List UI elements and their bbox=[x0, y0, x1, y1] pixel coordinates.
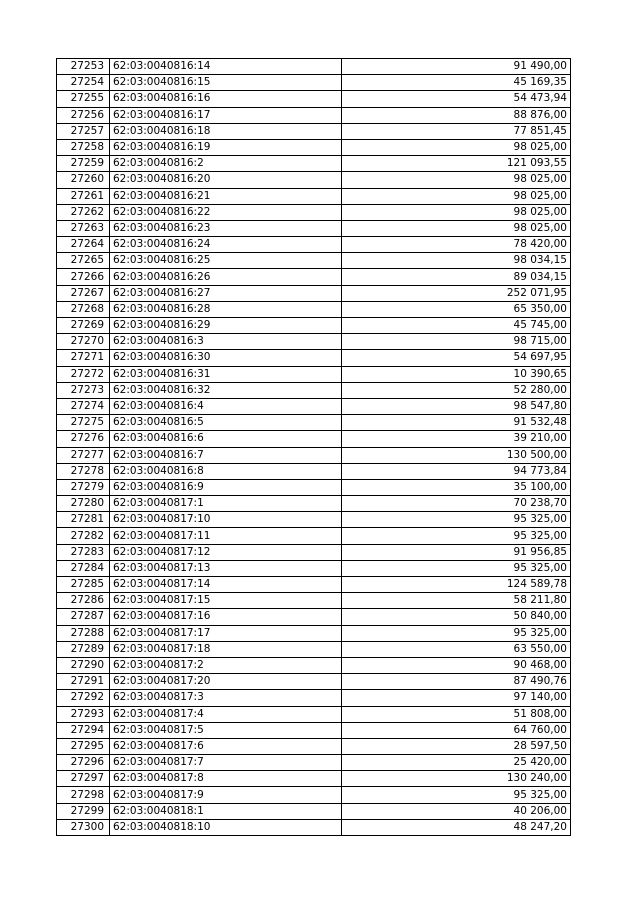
cadastral-number-cell: 62:03:0040817:5 bbox=[110, 722, 342, 738]
cadastral-value-cell: 98 715,00 bbox=[342, 334, 571, 350]
cadastral-value-cell: 40 206,00 bbox=[342, 803, 571, 819]
cadastral-value-cell: 90 468,00 bbox=[342, 657, 571, 673]
cadastral-number-cell: 62:03:0040816:32 bbox=[110, 382, 342, 398]
row-number-cell: 27271 bbox=[57, 350, 110, 366]
table-row bbox=[57, 528, 571, 544]
cadastral-value-cell: 45 169,35 bbox=[342, 75, 571, 91]
cadastral-value-cell: 54 697,95 bbox=[342, 350, 571, 366]
cadastral-value-cell: 45 745,00 bbox=[342, 318, 571, 334]
table-row bbox=[57, 204, 571, 220]
table-row bbox=[57, 415, 571, 431]
cadastral-value-cell: 50 840,00 bbox=[342, 609, 571, 625]
cadastral-number-cell: 62:03:0040816:7 bbox=[110, 447, 342, 463]
table-row bbox=[57, 91, 571, 107]
cadastral-number-cell: 62:03:0040817:7 bbox=[110, 755, 342, 771]
cadastral-number-cell: 62:03:0040816:28 bbox=[110, 301, 342, 317]
table-row bbox=[57, 738, 571, 754]
cadastral-value-cell: 252 071,95 bbox=[342, 285, 571, 301]
row-number-cell: 27257 bbox=[57, 123, 110, 139]
cadastral-value-cell: 94 773,84 bbox=[342, 463, 571, 479]
cadastral-number-cell: 62:03:0040817:11 bbox=[110, 528, 342, 544]
cadastral-value-cell: 124 589,78 bbox=[342, 577, 571, 593]
cadastral-value-cell: 121 093,55 bbox=[342, 156, 571, 172]
row-number-cell: 27269 bbox=[57, 318, 110, 334]
cadastral-number-cell: 62:03:0040816:24 bbox=[110, 237, 342, 253]
table-row bbox=[57, 269, 571, 285]
cadastral-number-cell: 62:03:0040817:12 bbox=[110, 544, 342, 560]
cadastral-number-cell: 62:03:0040817:6 bbox=[110, 738, 342, 754]
cadastral-value-cell: 89 034,15 bbox=[342, 269, 571, 285]
table-row bbox=[57, 398, 571, 414]
cadastral-value-cell: 28 597,50 bbox=[342, 738, 571, 754]
cadastral-value-cell: 97 140,00 bbox=[342, 690, 571, 706]
cadastral-value-cell: 78 420,00 bbox=[342, 237, 571, 253]
cadastral-value-cell: 52 280,00 bbox=[342, 382, 571, 398]
cadastral-value-cell: 98 025,00 bbox=[342, 139, 571, 155]
table-row bbox=[57, 301, 571, 317]
row-number-cell: 27292 bbox=[57, 690, 110, 706]
table-row bbox=[57, 334, 571, 350]
cadastral-number-cell: 62:03:0040816:25 bbox=[110, 253, 342, 269]
cadastral-value-cell: 95 325,00 bbox=[342, 560, 571, 576]
cadastral-number-cell: 62:03:0040816:8 bbox=[110, 463, 342, 479]
row-number-cell: 27281 bbox=[57, 512, 110, 528]
row-number-cell: 27253 bbox=[57, 59, 110, 75]
row-number-cell: 27286 bbox=[57, 593, 110, 609]
cadastral-number-cell: 62:03:0040817:18 bbox=[110, 641, 342, 657]
row-number-cell: 27262 bbox=[57, 204, 110, 220]
row-number-cell: 27295 bbox=[57, 738, 110, 754]
table-row bbox=[57, 366, 571, 382]
cadastral-value-cell: 130 500,00 bbox=[342, 447, 571, 463]
cadastral-number-cell: 62:03:0040817:14 bbox=[110, 577, 342, 593]
row-number-cell: 27289 bbox=[57, 641, 110, 657]
cadastral-number-cell: 62:03:0040816:16 bbox=[110, 91, 342, 107]
cadastral-value-cell: 39 210,00 bbox=[342, 431, 571, 447]
cadastral-number-cell: 62:03:0040817:13 bbox=[110, 560, 342, 576]
cadastral-value-cell: 91 956,85 bbox=[342, 544, 571, 560]
cadastral-value-cell: 95 325,00 bbox=[342, 528, 571, 544]
cadastral-number-cell: 62:03:0040816:26 bbox=[110, 269, 342, 285]
row-number-cell: 27261 bbox=[57, 188, 110, 204]
table-row bbox=[57, 463, 571, 479]
row-number-cell: 27300 bbox=[57, 819, 110, 835]
table-row bbox=[57, 156, 571, 172]
cadastral-number-cell: 62:03:0040816:4 bbox=[110, 398, 342, 414]
table-row bbox=[57, 496, 571, 512]
row-number-cell: 27287 bbox=[57, 609, 110, 625]
row-number-cell: 27255 bbox=[57, 91, 110, 107]
table-row bbox=[57, 59, 571, 75]
row-number-cell: 27296 bbox=[57, 755, 110, 771]
table-row bbox=[57, 625, 571, 641]
row-number-cell: 27290 bbox=[57, 657, 110, 673]
cadastral-number-cell: 62:03:0040816:23 bbox=[110, 220, 342, 236]
row-number-cell: 27279 bbox=[57, 479, 110, 495]
cadastral-value-cell: 95 325,00 bbox=[342, 512, 571, 528]
cadastral-value-cell: 98 025,00 bbox=[342, 188, 571, 204]
row-number-cell: 27268 bbox=[57, 301, 110, 317]
table-row bbox=[57, 220, 571, 236]
cadastral-number-cell: 62:03:0040816:17 bbox=[110, 107, 342, 123]
cadastral-value-cell: 77 851,45 bbox=[342, 123, 571, 139]
cadastral-number-cell: 62:03:0040816:14 bbox=[110, 59, 342, 75]
cadastral-value-cell: 98 025,00 bbox=[342, 172, 571, 188]
table-row bbox=[57, 285, 571, 301]
cadastral-number-cell: 62:03:0040817:17 bbox=[110, 625, 342, 641]
table-body bbox=[57, 59, 571, 836]
cadastral-number-cell: 62:03:0040817:8 bbox=[110, 771, 342, 787]
cadastral-number-cell: 62:03:0040817:2 bbox=[110, 657, 342, 673]
cadastral-number-cell: 62:03:0040816:22 bbox=[110, 204, 342, 220]
table-row bbox=[57, 593, 571, 609]
cadastral-value-cell: 54 473,94 bbox=[342, 91, 571, 107]
cadastral-number-cell: 62:03:0040816:15 bbox=[110, 75, 342, 91]
cadastral-value-table bbox=[56, 58, 571, 836]
row-number-cell: 27291 bbox=[57, 674, 110, 690]
cadastral-value-cell: 65 350,00 bbox=[342, 301, 571, 317]
cadastral-number-cell: 62:03:0040817:1 bbox=[110, 496, 342, 512]
table-row bbox=[57, 75, 571, 91]
cadastral-number-cell: 62:03:0040816:30 bbox=[110, 350, 342, 366]
row-number-cell: 27265 bbox=[57, 253, 110, 269]
table-row bbox=[57, 139, 571, 155]
table-row bbox=[57, 447, 571, 463]
cadastral-number-cell: 62:03:0040816:19 bbox=[110, 139, 342, 155]
cadastral-value-cell: 70 238,70 bbox=[342, 496, 571, 512]
table-row bbox=[57, 431, 571, 447]
table-row bbox=[57, 641, 571, 657]
table-row bbox=[57, 172, 571, 188]
row-number-cell: 27278 bbox=[57, 463, 110, 479]
cadastral-value-cell: 95 325,00 bbox=[342, 787, 571, 803]
row-number-cell: 27264 bbox=[57, 237, 110, 253]
row-number-cell: 27294 bbox=[57, 722, 110, 738]
table-row bbox=[57, 253, 571, 269]
cadastral-value-cell: 95 325,00 bbox=[342, 625, 571, 641]
row-number-cell: 27272 bbox=[57, 366, 110, 382]
cadastral-number-cell: 62:03:0040816:31 bbox=[110, 366, 342, 382]
cadastral-number-cell: 62:03:0040817:20 bbox=[110, 674, 342, 690]
row-number-cell: 27267 bbox=[57, 285, 110, 301]
table-row bbox=[57, 544, 571, 560]
cadastral-number-cell: 62:03:0040817:16 bbox=[110, 609, 342, 625]
row-number-cell: 27273 bbox=[57, 382, 110, 398]
cadastral-value-cell: 35 100,00 bbox=[342, 479, 571, 495]
table-row bbox=[57, 690, 571, 706]
cadastral-number-cell: 62:03:0040818:1 bbox=[110, 803, 342, 819]
table-row bbox=[57, 350, 571, 366]
row-number-cell: 27297 bbox=[57, 771, 110, 787]
table-row bbox=[57, 382, 571, 398]
cadastral-value-cell: 64 760,00 bbox=[342, 722, 571, 738]
row-number-cell: 27266 bbox=[57, 269, 110, 285]
cadastral-number-cell: 62:03:0040817:10 bbox=[110, 512, 342, 528]
cadastral-number-cell: 62:03:0040818:10 bbox=[110, 819, 342, 835]
table-row bbox=[57, 107, 571, 123]
table-row bbox=[57, 819, 571, 835]
cadastral-value-cell: 48 247,20 bbox=[342, 819, 571, 835]
cadastral-number-cell: 62:03:0040816:27 bbox=[110, 285, 342, 301]
table-row bbox=[57, 657, 571, 673]
cadastral-value-cell: 63 550,00 bbox=[342, 641, 571, 657]
cadastral-number-cell: 62:03:0040817:15 bbox=[110, 593, 342, 609]
row-number-cell: 27254 bbox=[57, 75, 110, 91]
row-number-cell: 27258 bbox=[57, 139, 110, 155]
cadastral-number-cell: 62:03:0040816:6 bbox=[110, 431, 342, 447]
row-number-cell: 27285 bbox=[57, 577, 110, 593]
row-number-cell: 27260 bbox=[57, 172, 110, 188]
cadastral-value-cell: 58 211,80 bbox=[342, 593, 571, 609]
table-row bbox=[57, 577, 571, 593]
row-number-cell: 27274 bbox=[57, 398, 110, 414]
row-number-cell: 27270 bbox=[57, 334, 110, 350]
row-number-cell: 27282 bbox=[57, 528, 110, 544]
cadastral-value-cell: 91 490,00 bbox=[342, 59, 571, 75]
cadastral-number-cell: 62:03:0040816:3 bbox=[110, 334, 342, 350]
row-number-cell: 27277 bbox=[57, 447, 110, 463]
row-number-cell: 27276 bbox=[57, 431, 110, 447]
cadastral-value-cell: 130 240,00 bbox=[342, 771, 571, 787]
table-row bbox=[57, 771, 571, 787]
table-row bbox=[57, 722, 571, 738]
row-number-cell: 27299 bbox=[57, 803, 110, 819]
table-row bbox=[57, 560, 571, 576]
row-number-cell: 27293 bbox=[57, 706, 110, 722]
cadastral-number-cell: 62:03:0040817:9 bbox=[110, 787, 342, 803]
cadastral-value-cell: 91 532,48 bbox=[342, 415, 571, 431]
cadastral-value-cell: 87 490,76 bbox=[342, 674, 571, 690]
row-number-cell: 27288 bbox=[57, 625, 110, 641]
row-number-cell: 27275 bbox=[57, 415, 110, 431]
cadastral-value-cell: 51 808,00 bbox=[342, 706, 571, 722]
table-row bbox=[57, 512, 571, 528]
cadastral-value-cell: 98 547,80 bbox=[342, 398, 571, 414]
cadastral-value-cell: 98 025,00 bbox=[342, 220, 571, 236]
cadastral-value-cell: 98 034,15 bbox=[342, 253, 571, 269]
table-row bbox=[57, 609, 571, 625]
row-number-cell: 27259 bbox=[57, 156, 110, 172]
table-row bbox=[57, 803, 571, 819]
cadastral-value-cell: 25 420,00 bbox=[342, 755, 571, 771]
row-number-cell: 27298 bbox=[57, 787, 110, 803]
cadastral-number-cell: 62:03:0040816:18 bbox=[110, 123, 342, 139]
cadastral-number-cell: 62:03:0040817:3 bbox=[110, 690, 342, 706]
cadastral-number-cell: 62:03:0040816:5 bbox=[110, 415, 342, 431]
table-row bbox=[57, 706, 571, 722]
row-number-cell: 27283 bbox=[57, 544, 110, 560]
table-row bbox=[57, 318, 571, 334]
cadastral-number-cell: 62:03:0040816:21 bbox=[110, 188, 342, 204]
row-number-cell: 27284 bbox=[57, 560, 110, 576]
cadastral-number-cell: 62:03:0040816:20 bbox=[110, 172, 342, 188]
cadastral-number-cell: 62:03:0040816:9 bbox=[110, 479, 342, 495]
table-row bbox=[57, 237, 571, 253]
table-row bbox=[57, 188, 571, 204]
row-number-cell: 27263 bbox=[57, 220, 110, 236]
cadastral-value-cell: 10 390,65 bbox=[342, 366, 571, 382]
cadastral-value-cell: 98 025,00 bbox=[342, 204, 571, 220]
table-row bbox=[57, 123, 571, 139]
cadastral-number-cell: 62:03:0040817:4 bbox=[110, 706, 342, 722]
row-number-cell: 27256 bbox=[57, 107, 110, 123]
table-row bbox=[57, 787, 571, 803]
cadastral-number-cell: 62:03:0040816:2 bbox=[110, 156, 342, 172]
table-row bbox=[57, 674, 571, 690]
table-row bbox=[57, 479, 571, 495]
table-row bbox=[57, 755, 571, 771]
row-number-cell: 27280 bbox=[57, 496, 110, 512]
cadastral-number-cell: 62:03:0040816:29 bbox=[110, 318, 342, 334]
cadastral-value-cell: 88 876,00 bbox=[342, 107, 571, 123]
